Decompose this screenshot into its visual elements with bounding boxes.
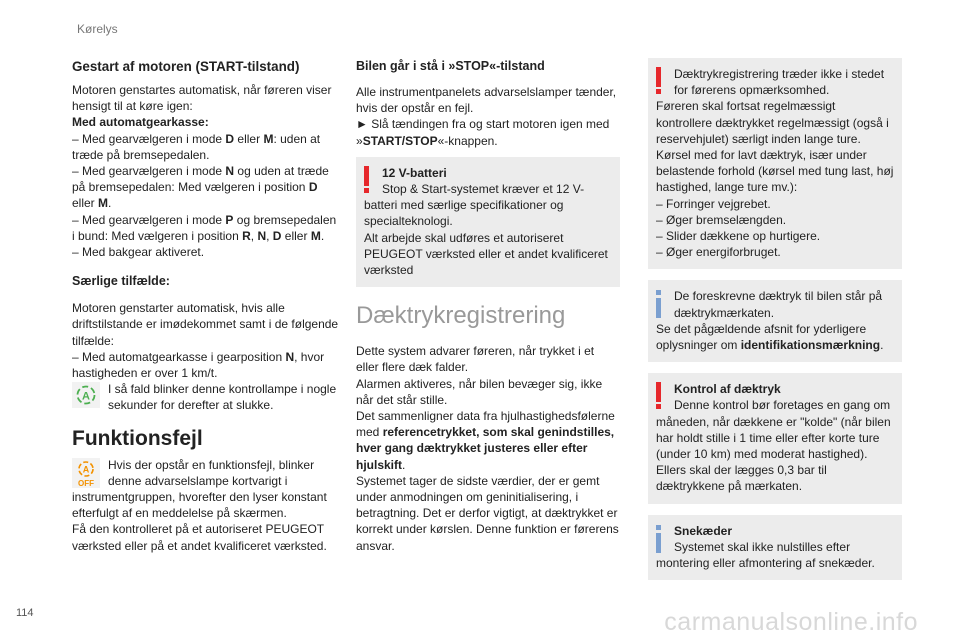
auto-item-1: – Med gearvælgeren i mode D eller M: uden at træde på bremsepedalen.	[72, 131, 321, 162]
svg-text:A: A	[82, 464, 90, 475]
tpms-text-4: Systemet tager de sidste værdier, der er gemt under anmodningen om geninitialisering, i betragtning. Det er derfor vigtigt, at dæktrykket er korrekt under kørslen. Denne funktion er førerens ansvar.	[356, 473, 619, 553]
pressure-check-title: Kontrol af dæktryk	[674, 382, 781, 397]
tpms-warning-box	[648, 58, 902, 269]
snow-chains-title: Snekæder	[674, 523, 733, 538]
column-1	[72, 58, 340, 554]
warning-icon	[656, 67, 661, 87]
tpms-warning-text-1: Dæktrykregistrering træder ikke i stedet for førerens opmærksomhed.	[674, 67, 885, 98]
tpms-warning-item-1: – Forringer vejgrebet.	[656, 196, 771, 211]
warning-icon	[364, 166, 369, 186]
battery-warning-box	[356, 157, 620, 287]
auto-item-4: – Med bakgear aktiveret.	[72, 245, 205, 260]
column-3	[648, 58, 902, 580]
auto-gearbox-label: Med automatgearkasse:	[72, 115, 209, 130]
battery-text-1: Stop & Start-systemet kræver et 12 V-batteri med særlige specifikationer og specialteknologi.	[364, 182, 585, 229]
battery-title: 12 V-batteri	[382, 165, 447, 180]
pressure-label-text-2: Se det pågældende afsnit for yderligere oplysninger om identifikationsmærkning.	[656, 321, 884, 353]
tpms-warning-text-2: Føreren skal fortsat regelmæssigt kontrollere dæktrykket regelmæssigt (også i reservehjulet) særligt inden lange ture.	[656, 99, 889, 146]
warning-icon	[656, 382, 661, 402]
tpms-warning-item-2: – Øger bremselængden.	[656, 212, 787, 227]
pressure-label-info-box	[648, 280, 902, 362]
pressure-check-warning-box	[648, 373, 902, 503]
fault-note	[72, 457, 340, 554]
tpms-heading: Dæktrykregistrering	[356, 302, 566, 330]
column-2	[356, 58, 620, 554]
battery-text-2: Alt arbejde skal udføres et autoriseret PEUGEOT værksted eller et andet kvalificeret værksted	[364, 230, 608, 278]
snow-chains-text: Systemet skal ikke nulstilles efter montering eller afmontering af snekæder.	[656, 539, 875, 571]
start-mode-heading: Gestart af motoren (START-tilstand)	[72, 59, 300, 74]
auto-item-2: – Med gearvælgeren i mode N og uden at træde på bremsepedalen: Med vælgeren i position D eller M.	[72, 164, 329, 211]
special-cases-text: Motoren genstarter automatisk, hvis alle driftstilstande er imødekommet samt i de følgende tilfælde:	[72, 301, 339, 348]
stop-mode-heading: Bilen går i stå i »STOP«-tilstand	[356, 59, 545, 73]
pressure-check-text-2: Ellers skal der lægges 0,3 bar til dæktrykkene på mærkaten.	[656, 463, 827, 494]
special-item-1: – Med automatgearkasse i gearposition N, hvor hastigheden er over 1 km/t.	[72, 349, 325, 381]
stop-action: ► Slå tændingen fra og start motoren igen med »START/STOP«-knappen.	[356, 117, 610, 148]
running-header: Kørelys	[77, 22, 118, 36]
pressure-check-text-1: Denne kontrol bør foretages en gang om måneden, når dækkene er "kolde" (når bilen har holdt stille i 1 time eller efter korte ture (under 10 km) med moderat hastighed).	[656, 398, 891, 462]
tpms-text-1: Dette system advarer føreren, når trykket i et eller flere dæk falder.	[356, 344, 595, 375]
page-number: 114	[16, 607, 34, 619]
watermark: carmanualsonline.info	[664, 608, 918, 636]
snow-chains-info-box	[648, 515, 902, 581]
special-cases-heading: Særlige tilfælde:	[72, 274, 170, 289]
stop-text: Alle instrumentpanelets advarselslamper tænder, hvis der opstår en fejl.	[356, 85, 617, 116]
auto-stop-lamp-icon	[72, 382, 100, 408]
tpms-warning-text-3: Kørsel med for lavt dæktryk, især under belastende forhold (kørsel med tung last, høj hastighed, lange ture mv.):	[656, 148, 894, 195]
fault-text-1: Hvis der opstår en funktionsfejl, blinker denne advarselslampe kortvarigt i instrumentgruppen, hvorefter den lyser konstant efterfulgt af en meddelelse på skærmen.	[72, 457, 327, 521]
fault-text-2: Få den kontrolleret på et autoriseret PEUGEOT værksted eller på et andet kvalificeret værksted.	[72, 522, 327, 553]
fault-heading: Funktionsfejl	[72, 426, 203, 450]
tpms-text-2: Alarmen aktiveres, når bilen bevæger sig, ikke når det står stille.	[356, 376, 603, 407]
info-icon	[656, 533, 661, 553]
eco-lamp-text: I så fald blinker denne kontrollampe i nogle sekunder for derefter at slukke.	[108, 382, 337, 413]
tpms-warning-item-3: – Slider dækkene op hurtigere.	[656, 229, 821, 244]
info-icon	[656, 298, 661, 318]
pressure-label-text-1: De foreskrevne dæktryk til bilen står på dæktrykmærkaten.	[674, 289, 883, 320]
start-intro: Motoren genstartes automatisk, når føreren viser hensigt til at køre igen:	[72, 83, 332, 114]
eco-lamp-note	[72, 381, 340, 413]
tpms-warning-item-4: – Øger energiforbruget.	[656, 245, 781, 260]
svg-text:OFF: OFF	[78, 478, 94, 488]
auto-stop-off-icon	[72, 458, 100, 488]
tpms-text-3: Det sammenligner data fra hjulhastighedsfølerne med referencetrykket, som skal genindstilles, hver gang dæktrykket justeres eller efter hjulskift.	[356, 409, 615, 472]
svg-text:A: A	[82, 390, 90, 403]
auto-item-3: – Med gearvælgeren i mode P og bremsepedalen i bund: Med vælgeren i position R, N, D eller M.	[72, 212, 337, 243]
